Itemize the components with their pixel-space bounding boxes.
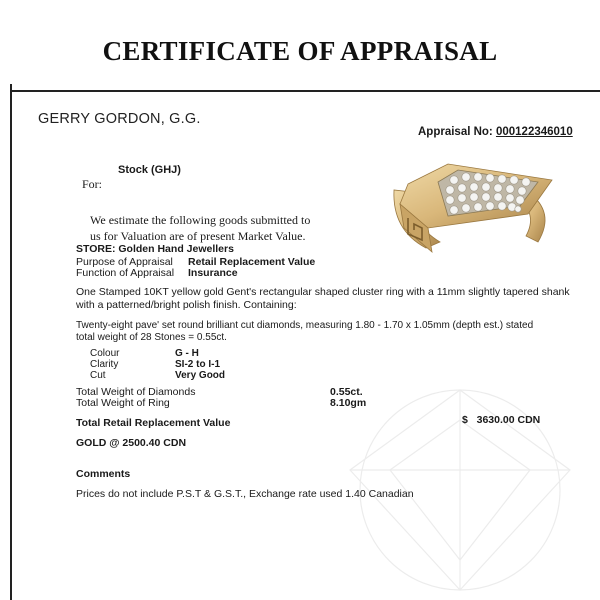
comments-text: Prices do not include P.S.T & G.S.T., Exchange rate used 1.40 Canadian <box>76 488 414 500</box>
frame-left-border <box>10 90 12 600</box>
for-label: For: <box>82 177 103 191</box>
description-line-1: One Stamped 10KT yellow gold Gent's rectangular shaped cluster ring with a 11mm slightly tapered shank <box>76 286 570 298</box>
function-value: Insurance <box>188 267 238 279</box>
colour-label: Colour <box>90 348 120 359</box>
description-line-2: with a patterned/bright polish finish. Containing: <box>76 299 297 311</box>
client-name: Stock (GHJ) <box>118 164 181 176</box>
colour-value: G - H <box>175 348 199 359</box>
estimate-line-1: We estimate the following goods submitted to <box>90 213 311 227</box>
appraisal-number-value: 000122346010 <box>495 126 573 138</box>
cut-value: Very Good <box>175 370 226 381</box>
estimate-statement <box>90 212 310 244</box>
total-weight-diamonds-label: Total Weight of Diamonds <box>76 386 196 398</box>
total-value-label: Total Retail Replacement Value <box>76 417 231 429</box>
stones-line-2: total weight of 28 Stones = 0.55ct. <box>76 332 227 343</box>
total-weight-ring-label: Total Weight of Ring <box>76 397 170 409</box>
document-title: CERTIFICATE OF APPRAISAL <box>102 36 498 66</box>
purpose-label: Purpose of Appraisal <box>76 256 173 268</box>
ring-photo <box>388 152 558 264</box>
total-value-amount: 3630.00 CDN <box>476 414 541 426</box>
cut-label: Cut <box>90 370 106 381</box>
item-description <box>76 286 570 312</box>
clarity-value: SI-2 to I-1 <box>175 359 221 370</box>
comments-label: Comments <box>76 468 131 480</box>
total-weight-ring-value: 8.10gm <box>330 397 367 409</box>
total-weight-diamonds-value: 0.55ct. <box>330 386 363 398</box>
appraisal-number <box>418 126 573 138</box>
function-label: Function of Appraisal <box>76 267 175 279</box>
total-value-currency: $ <box>462 414 468 426</box>
gold-price: GOLD @ 2500.40 CDN <box>76 437 187 449</box>
frame-corner-tick <box>10 84 12 92</box>
appraiser-name: GERRY GORDON, G.G. <box>38 111 201 127</box>
store-line: STORE: Golden Hand Jewellers <box>76 243 234 255</box>
frame-top-border <box>10 90 600 92</box>
estimate-line-2: us for Valuation are of present Market Value. <box>90 229 306 243</box>
total-value <box>462 414 540 426</box>
appraisal-number-label: Appraisal No: <box>418 126 493 138</box>
purpose-value: Retail Replacement Value <box>188 256 316 268</box>
clarity-label: Clarity <box>90 359 119 370</box>
stones-description <box>76 320 533 344</box>
stones-line-1: Twenty-eight pave' set round brilliant cut diamonds, measuring 1.80 - 1.70 x 1.05mm (depth est.) stated <box>76 320 534 331</box>
